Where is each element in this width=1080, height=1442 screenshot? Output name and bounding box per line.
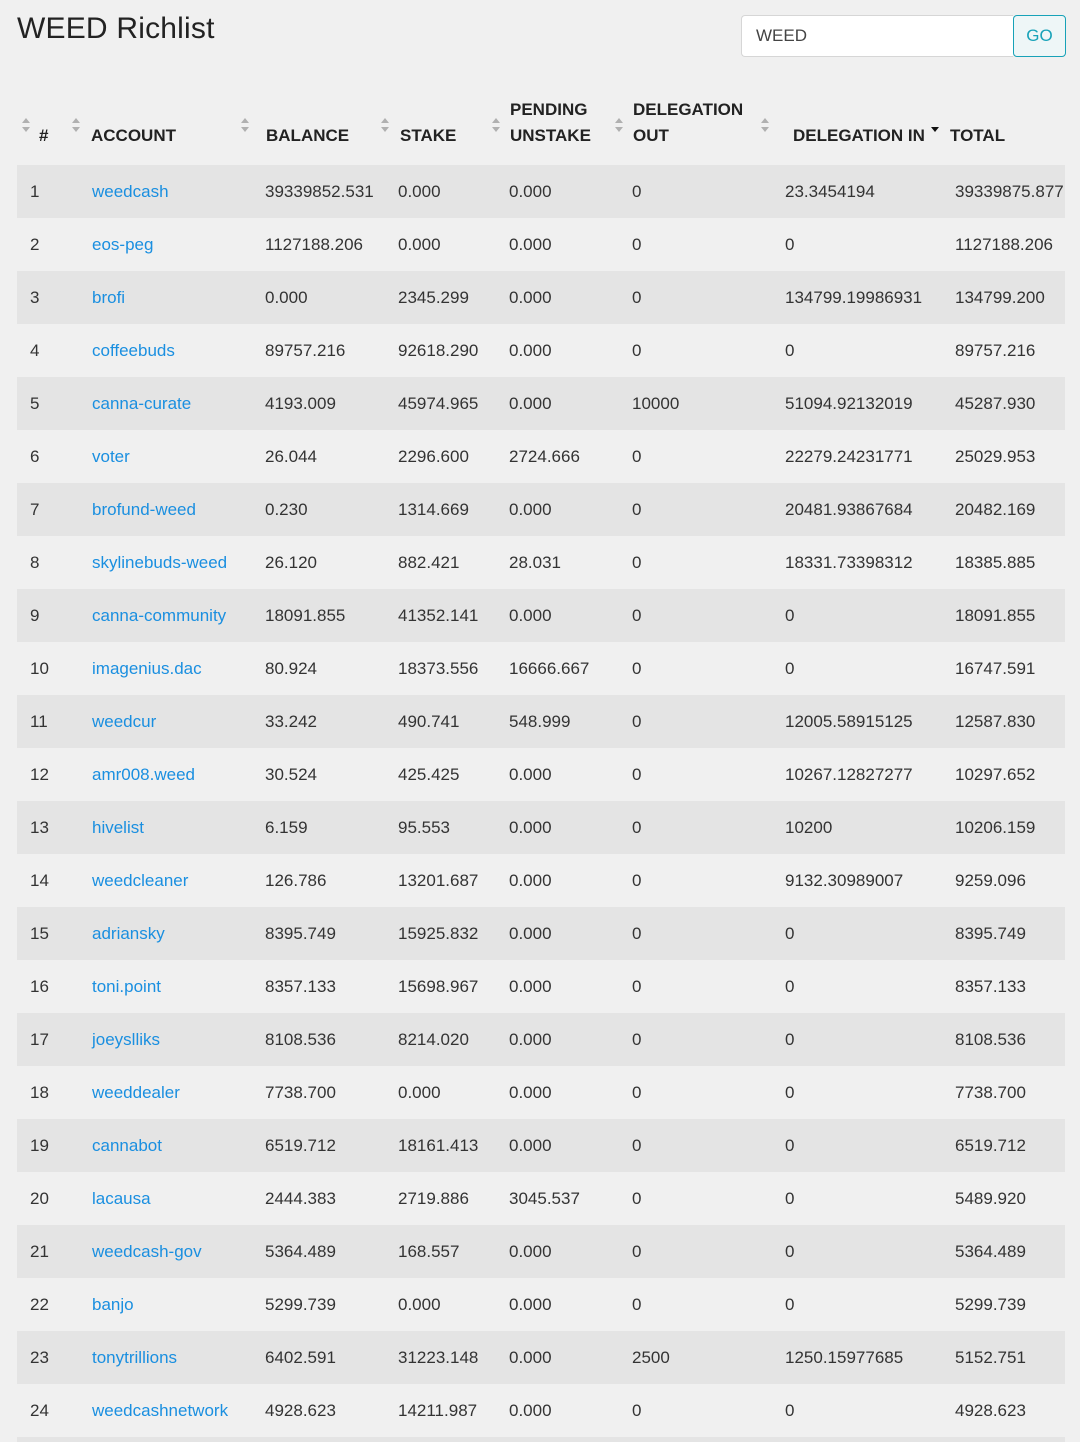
cell-balance: 8108.536 [248,1013,388,1066]
cell-pending-unstake: 0.000 [498,907,621,960]
table-row[interactable] [17,377,1065,430]
cell-pending-unstake: 548.999 [498,695,621,748]
cell-balance: 18091.855 [248,589,388,642]
cell-pending-unstake: 0.000 [498,801,621,854]
sort-icon[interactable] [614,115,624,135]
cell-balance: 5299.739 [248,1278,388,1331]
cell-account[interactable] [78,695,248,748]
cell-pending-unstake: 0.000 [498,1225,621,1278]
column-header-label: PENDING UNSTAKE [510,100,591,145]
cell-pending-unstake: 0.000 [498,1119,621,1172]
cell-account[interactable] [78,1437,248,1442]
token-search-form [741,15,1066,57]
cell-delegation-out: 0 [621,907,767,960]
cell-account[interactable] [78,907,248,960]
column-header-total[interactable] [937,88,1065,165]
cell-account[interactable] [78,165,248,218]
account-link[interactable]: eos-peg [92,234,154,254]
cell-pending-unstake [498,1437,621,1442]
cell-balance: 26.044 [248,430,388,483]
table-row[interactable] [17,218,1065,271]
cell-delegation-out: 0 [621,218,767,271]
table-row[interactable] [17,748,1065,801]
cell-stake: 0.000 [388,218,498,271]
account-link[interactable]: brofund-weed [92,499,196,519]
cell-pending-unstake: 0.000 [498,483,621,536]
cell-delegation-in: 22279.24231771 [767,430,937,483]
table-row[interactable] [17,1013,1065,1066]
cell-delegation-out: 0 [621,1119,767,1172]
cell-account[interactable] [78,430,248,483]
cell-balance: 39339852.531 [248,165,388,218]
cell-stake: 13201.687 [388,854,498,907]
cell-rank: 16 [17,960,78,1013]
cell-balance: 2444.383 [248,1172,388,1225]
cell-total: 12587.830 [937,695,1065,748]
cell-delegation-out: 0 [621,1225,767,1278]
cell-balance: 30.524 [248,748,388,801]
cell-delegation-out: 0 [621,1066,767,1119]
account-link[interactable]: canna-community [92,605,227,625]
cell-delegation-out: 0 [621,1278,767,1331]
column-header-balance[interactable] [248,88,388,165]
cell-total: 134799.200 [937,271,1065,324]
cell-account[interactable] [78,324,248,377]
cell-stake: 0.000 [388,165,498,218]
cell-pending-unstake: 0.000 [498,748,621,801]
cell-delegation-out: 0 [621,589,767,642]
cell-total: 39339875.877 [937,165,1065,218]
table-row[interactable] [17,271,1065,324]
cell-stake: 1314.669 [388,483,498,536]
table-row[interactable] [17,801,1065,854]
cell-pending-unstake: 0.000 [498,1278,621,1331]
table-row[interactable] [17,324,1065,377]
cell-rank: 11 [17,695,78,748]
cell-delegation-out: 0 [621,1172,767,1225]
cell-delegation-out: 2500 [621,1331,767,1384]
cell-account[interactable] [78,1066,248,1119]
cell-delegation-in [767,1437,937,1442]
cell-delegation-in: 10200 [767,801,937,854]
table-row[interactable] [17,1278,1065,1331]
cell-account[interactable] [78,536,248,589]
cell-total: 8357.133 [937,960,1065,1013]
account-link[interactable]: weedcur [92,711,157,731]
table-row[interactable] [17,165,1065,218]
cell-delegation-in: 12005.58915125 [767,695,937,748]
cell-delegation-in: 51094.92132019 [767,377,937,430]
cell-delegation-in: 20481.93867684 [767,483,937,536]
account-link[interactable]: weeddealer [92,1082,180,1102]
cell-account[interactable] [78,1384,248,1437]
cell-total: 25029.953 [937,430,1065,483]
cell-rank: 19 [17,1119,78,1172]
column-header-rank[interactable] [17,88,78,165]
cell-stake: 882.421 [388,536,498,589]
go-button[interactable]: GO [1013,15,1066,57]
cell-delegation-in: 0 [767,907,937,960]
cell-pending-unstake: 2724.666 [498,430,621,483]
column-header-label: DELEGATION IN [793,126,925,145]
cell-pending-unstake: 0.000 [498,218,621,271]
account-link[interactable]: adriansky [92,923,165,943]
cell-total: 10206.159 [937,801,1065,854]
cell-rank: 13 [17,801,78,854]
cell-balance: 5364.489 [248,1225,388,1278]
cell-delegation-in: 0 [767,1172,937,1225]
cell-stake: 2345.299 [388,271,498,324]
cell-pending-unstake: 0.000 [498,377,621,430]
column-header-label: STAKE [400,126,457,145]
cell-account[interactable] [78,377,248,430]
cell-delegation-in: 0 [767,1013,937,1066]
cell-delegation-in: 1250.15977685 [767,1331,937,1384]
cell-total: 1127188.206 [937,218,1065,271]
cell-rank: 12 [17,748,78,801]
cell-delegation-out: 0 [621,748,767,801]
cell-total: 6519.712 [937,1119,1065,1172]
account-link[interactable]: weedcash [92,181,169,201]
table-header-row [17,88,1065,165]
cell-stake: 425.425 [388,748,498,801]
sort-icon[interactable] [760,115,770,135]
column-header-label: BALANCE [266,126,350,145]
cell-pending-unstake: 0.000 [498,1066,621,1119]
cell-delegation-out: 0 [621,324,767,377]
cell-delegation-out: 0 [621,642,767,695]
cell-rank: 5 [17,377,78,430]
cell-account[interactable] [78,1013,248,1066]
cell-rank: 9 [17,589,78,642]
cell-rank: 8 [17,536,78,589]
cell-rank: 24 [17,1384,78,1437]
cell-total: 18091.855 [937,589,1065,642]
cell-account[interactable] [78,1225,248,1278]
table-row[interactable] [17,536,1065,589]
cell-delegation-out: 0 [621,165,767,218]
table-row[interactable] [17,1437,1065,1442]
column-header-label: ACCOUNT [91,126,176,145]
cell-stake: 0.000 [388,1066,498,1119]
cell-rank: 22 [17,1278,78,1331]
cell-pending-unstake: 0.000 [498,165,621,218]
account-link[interactable]: tonytrillions [92,1347,178,1367]
cell-account[interactable] [78,801,248,854]
richlist-table [17,88,1065,1442]
cell-rank: 1 [17,165,78,218]
cell-balance: 8357.133 [248,960,388,1013]
cell-rank [17,1437,78,1442]
column-header-stake[interactable] [388,88,498,165]
cell-total [937,1437,1065,1442]
cell-rank: 3 [17,271,78,324]
cell-rank: 10 [17,642,78,695]
cell-delegation-in: 0 [767,1066,937,1119]
cell-delegation-in: 10267.12827277 [767,748,937,801]
cell-delegation-in: 0 [767,1278,937,1331]
cell-rank: 15 [17,907,78,960]
account-link[interactable]: brofi [92,287,126,307]
cell-pending-unstake: 0.000 [498,1013,621,1066]
cell-account[interactable] [78,271,248,324]
cell-pending-unstake: 3045.537 [498,1172,621,1225]
cell-total: 45287.930 [937,377,1065,430]
table-row[interactable] [17,1172,1065,1225]
cell-account[interactable] [78,854,248,907]
account-link[interactable]: voter [92,446,130,466]
cell-account[interactable] [78,748,248,801]
cell-delegation-in: 0 [767,642,937,695]
table-row[interactable] [17,642,1065,695]
cell-stake: 31223.148 [388,1331,498,1384]
column-header-pending-unstake[interactable] [498,88,621,165]
account-link[interactable]: weedcleaner [92,870,189,890]
cell-rank: 4 [17,324,78,377]
cell-pending-unstake: 0.000 [498,1384,621,1437]
cell-delegation-in: 0 [767,589,937,642]
cell-delegation-in: 0 [767,960,937,1013]
table-body [17,165,1065,1442]
table-row[interactable] [17,854,1065,907]
cell-stake: 45974.965 [388,377,498,430]
cell-stake [388,1437,498,1442]
cell-pending-unstake: 0.000 [498,1331,621,1384]
cell-pending-unstake: 0.000 [498,854,621,907]
cell-account[interactable] [78,960,248,1013]
cell-total: 16747.591 [937,642,1065,695]
cell-delegation-out: 0 [621,1013,767,1066]
cell-total: 5152.751 [937,1331,1065,1384]
cell-total: 8395.749 [937,907,1065,960]
table-row[interactable] [17,1119,1065,1172]
table-row[interactable] [17,430,1065,483]
table-row[interactable] [17,695,1065,748]
cell-account[interactable] [78,1331,248,1384]
sort-icon[interactable] [380,115,390,135]
cell-rank: 18 [17,1066,78,1119]
cell-delegation-out: 0 [621,695,767,748]
cell-stake: 18161.413 [388,1119,498,1172]
cell-delegation-out: 0 [621,1384,767,1437]
cell-stake: 490.741 [388,695,498,748]
cell-rank: 21 [17,1225,78,1278]
table-row[interactable] [17,589,1065,642]
account-link[interactable]: skylinebuds-weed [92,552,228,572]
cell-account[interactable] [78,1278,248,1331]
cell-delegation-out: 0 [621,854,767,907]
cell-balance: 6.159 [248,801,388,854]
cell-rank: 7 [17,483,78,536]
cell-delegation-out: 0 [621,536,767,589]
account-link[interactable]: amr008.weed [92,764,196,784]
cell-total: 9259.096 [937,854,1065,907]
cell-stake: 18373.556 [388,642,498,695]
cell-pending-unstake: 0.000 [498,271,621,324]
cell-stake: 95.553 [388,801,498,854]
cell-balance: 4193.009 [248,377,388,430]
cell-total: 7738.700 [937,1066,1065,1119]
account-link[interactable]: weedcash-gov [92,1241,202,1261]
cell-delegation-in: 0 [767,1384,937,1437]
cell-rank: 14 [17,854,78,907]
cell-total: 18385.885 [937,536,1065,589]
cell-stake: 15925.832 [388,907,498,960]
table-row[interactable] [17,1066,1065,1119]
cell-delegation-out: 0 [621,960,767,1013]
cell-delegation-in: 134799.19986931 [767,271,937,324]
page-title: WEED Richlist [17,12,215,45]
cell-stake: 92618.290 [388,324,498,377]
cell-delegation-in: 0 [767,324,937,377]
column-header-label: TOTAL [950,126,1006,145]
table-row[interactable] [17,907,1065,960]
cell-delegation-in: 23.3454194 [767,165,937,218]
account-link[interactable]: cannabot [92,1135,162,1155]
column-header-delegation-in[interactable] [767,88,937,165]
sort-icon[interactable] [240,115,250,135]
cell-rank: 17 [17,1013,78,1066]
cell-balance: 6402.591 [248,1331,388,1384]
cell-pending-unstake: 28.031 [498,536,621,589]
cell-account[interactable] [78,642,248,695]
cell-delegation-out [621,1437,767,1442]
sort-icon[interactable] [71,115,81,135]
cell-stake: 8214.020 [388,1013,498,1066]
cell-account[interactable] [78,483,248,536]
cell-balance [248,1437,388,1442]
cell-pending-unstake: 0.000 [498,324,621,377]
table-row[interactable] [17,1225,1065,1278]
cell-total: 8108.536 [937,1013,1065,1066]
table-row[interactable] [17,1331,1065,1384]
cell-delegation-in: 0 [767,1225,937,1278]
column-header-account[interactable] [78,88,248,165]
cell-balance: 89757.216 [248,324,388,377]
cell-stake: 2719.886 [388,1172,498,1225]
cell-balance: 1127188.206 [248,218,388,271]
sort-desc-icon[interactable] [930,115,940,135]
table-row[interactable] [17,483,1065,536]
cell-balance: 6519.712 [248,1119,388,1172]
column-header-label: # [39,126,49,145]
account-link[interactable]: banjo [92,1294,134,1314]
account-link[interactable]: toni.point [92,976,161,996]
cell-account[interactable] [78,1172,248,1225]
cell-delegation-out: 0 [621,801,767,854]
account-link[interactable]: canna-curate [92,393,192,413]
sort-icon[interactable] [491,115,501,135]
cell-rank: 20 [17,1172,78,1225]
cell-total: 89757.216 [937,324,1065,377]
cell-delegation-in: 0 [767,218,937,271]
account-link[interactable]: hivelist [92,817,144,837]
cell-account[interactable] [78,1119,248,1172]
cell-stake: 14211.987 [388,1384,498,1437]
cell-pending-unstake: 0.000 [498,589,621,642]
cell-rank: 2 [17,218,78,271]
cell-total: 5489.920 [937,1172,1065,1225]
cell-delegation-out: 10000 [621,377,767,430]
cell-stake: 15698.967 [388,960,498,1013]
cell-rank: 23 [17,1331,78,1384]
table-row[interactable] [17,960,1065,1013]
account-link[interactable]: coffeebuds [92,340,175,360]
cell-account[interactable] [78,589,248,642]
cell-total: 5364.489 [937,1225,1065,1278]
cell-balance: 26.120 [248,536,388,589]
cell-stake: 41352.141 [388,589,498,642]
cell-stake: 168.557 [388,1225,498,1278]
cell-rank: 6 [17,430,78,483]
cell-balance: 0.000 [248,271,388,324]
cell-total: 20482.169 [937,483,1065,536]
cell-stake: 0.000 [388,1278,498,1331]
cell-account[interactable] [78,218,248,271]
cell-balance: 33.242 [248,695,388,748]
cell-balance: 4928.623 [248,1384,388,1437]
column-header-label: DELEGATION OUT [633,100,744,145]
cell-balance: 126.786 [248,854,388,907]
sort-icon[interactable] [21,115,31,135]
cell-balance: 8395.749 [248,907,388,960]
token-search-input[interactable] [741,15,1013,57]
account-link[interactable]: joeyslliks [92,1029,161,1049]
cell-total: 10297.652 [937,748,1065,801]
cell-delegation-in: 9132.30989007 [767,854,937,907]
account-link[interactable]: lacausa [92,1188,151,1208]
cell-stake: 2296.600 [388,430,498,483]
cell-balance: 0.230 [248,483,388,536]
cell-pending-unstake: 16666.667 [498,642,621,695]
account-link[interactable]: weedcashnetwork [92,1400,229,1420]
cell-delegation-in: 18331.73398312 [767,536,937,589]
cell-total: 5299.739 [937,1278,1065,1331]
cell-delegation-out: 0 [621,271,767,324]
cell-balance: 80.924 [248,642,388,695]
cell-total: 4928.623 [937,1384,1065,1437]
cell-delegation-out: 0 [621,430,767,483]
account-link[interactable]: imagenius.dac [92,658,202,678]
cell-delegation-out: 0 [621,483,767,536]
table-row[interactable] [17,1384,1065,1437]
cell-delegation-in: 0 [767,1119,937,1172]
column-header-delegation-out[interactable] [621,88,767,165]
cell-pending-unstake: 0.000 [498,960,621,1013]
cell-balance: 7738.700 [248,1066,388,1119]
